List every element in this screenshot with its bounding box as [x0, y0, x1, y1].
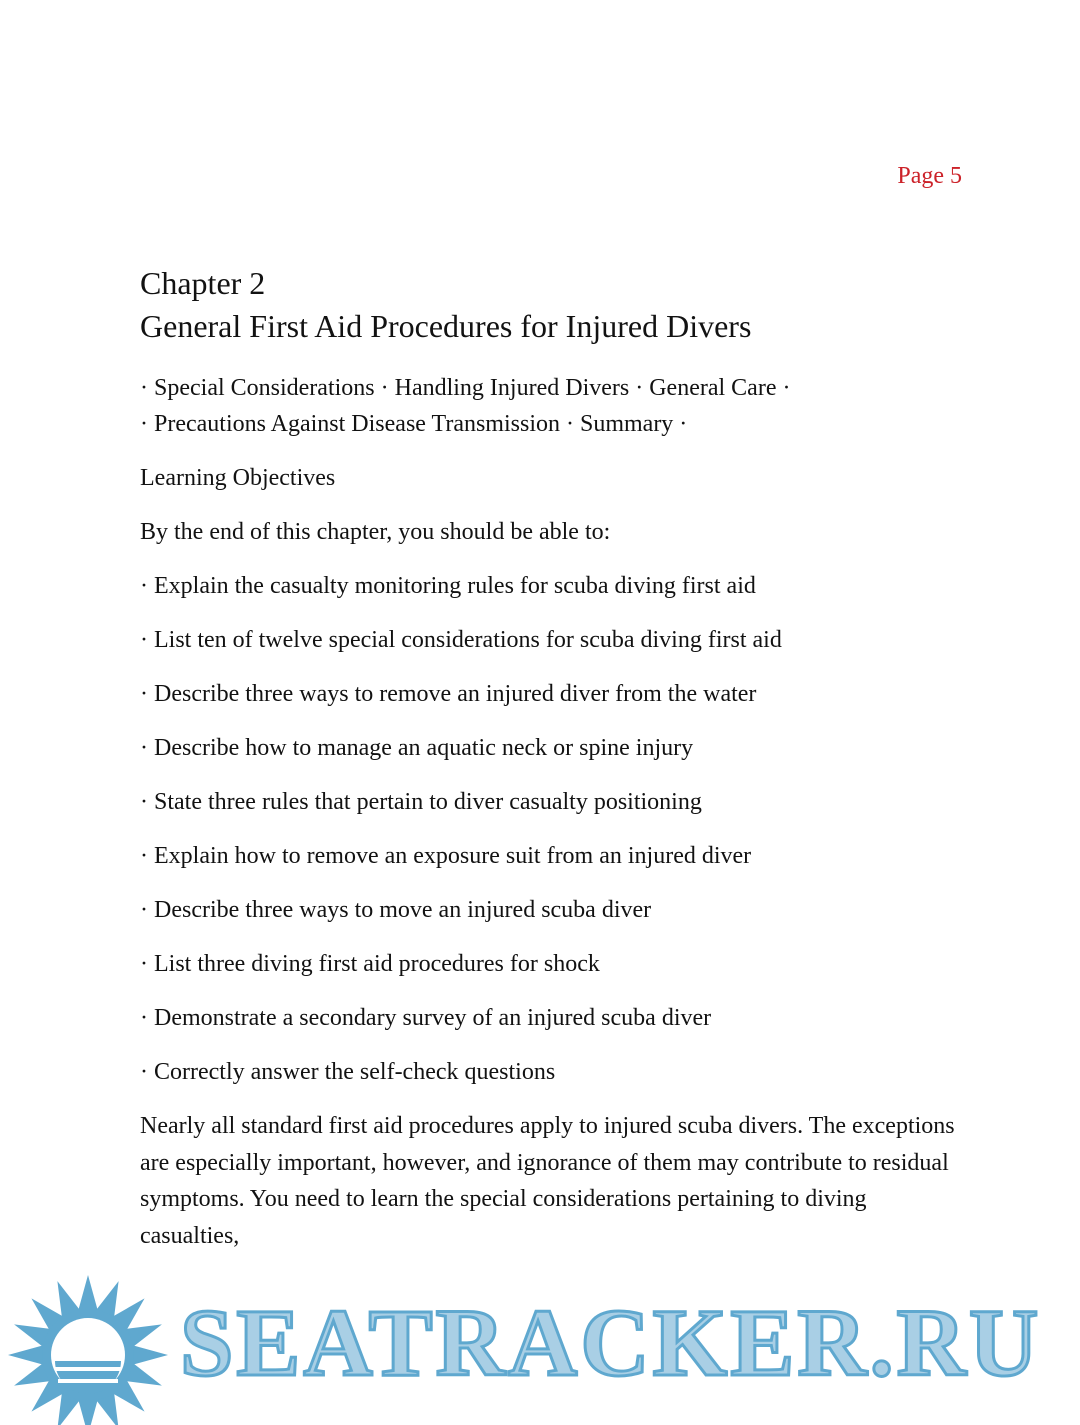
objective-item: · List ten of twelve special considerations for scuba diving first aid [140, 627, 782, 653]
objectives-list [140, 568, 970, 1090]
objective-item: · Demonstrate a secondary survey of an injured scuba diver [140, 1005, 712, 1031]
objective-item: · Explain the casualty monitoring rules for scuba diving first aid [140, 573, 756, 599]
learning-objectives-intro: By the end of this chapter, you should be able to: [140, 519, 611, 545]
watermark-text: SEATRACKER.RU [180, 1289, 1042, 1396]
objective-item: · Describe three ways to remove an injured diver from the water [140, 681, 757, 707]
watermark [0, 1271, 1080, 1425]
chapter-title [140, 262, 970, 348]
chapter-topics-line2: · Precautions Against Disease Transmission · Summary · [140, 411, 688, 437]
objective-item: · Describe three ways to move an injured scuba diver [140, 897, 652, 923]
objective-item: · Explain how to remove an exposure suit from an injured diver [140, 843, 752, 869]
learning-objectives-heading: Learning Objectives [140, 465, 336, 491]
body-paragraph: Nearly all standard first aid procedures apply to injured scuba divers. The exceptions are especially important, however, and ignorance of them may contribute to residual symptoms. You need to learn the special considerations pertaining to diving casualties, [140, 1113, 955, 1249]
objective-item: · Describe how to manage an aquatic neck or spine injury [140, 735, 694, 761]
page-number: Page 5 [897, 163, 962, 189]
page-content [140, 262, 970, 1254]
chapter-topics-line1: · Special Considerations · Handling Injured Divers · General Care · [140, 375, 791, 401]
objective-item: · Correctly answer the self-check questions [140, 1059, 556, 1085]
objective-item: · List three diving first aid procedures for shock [140, 951, 600, 977]
chapter-topics [140, 370, 970, 442]
chapter-title-line2: General First Aid Procedures for Injured Divers [140, 308, 752, 344]
chapter-title-line1: Chapter 2 [140, 265, 266, 301]
sunburst-icon [2, 1271, 174, 1425]
objective-item: · State three rules that pertain to diver casualty positioning [140, 789, 702, 815]
